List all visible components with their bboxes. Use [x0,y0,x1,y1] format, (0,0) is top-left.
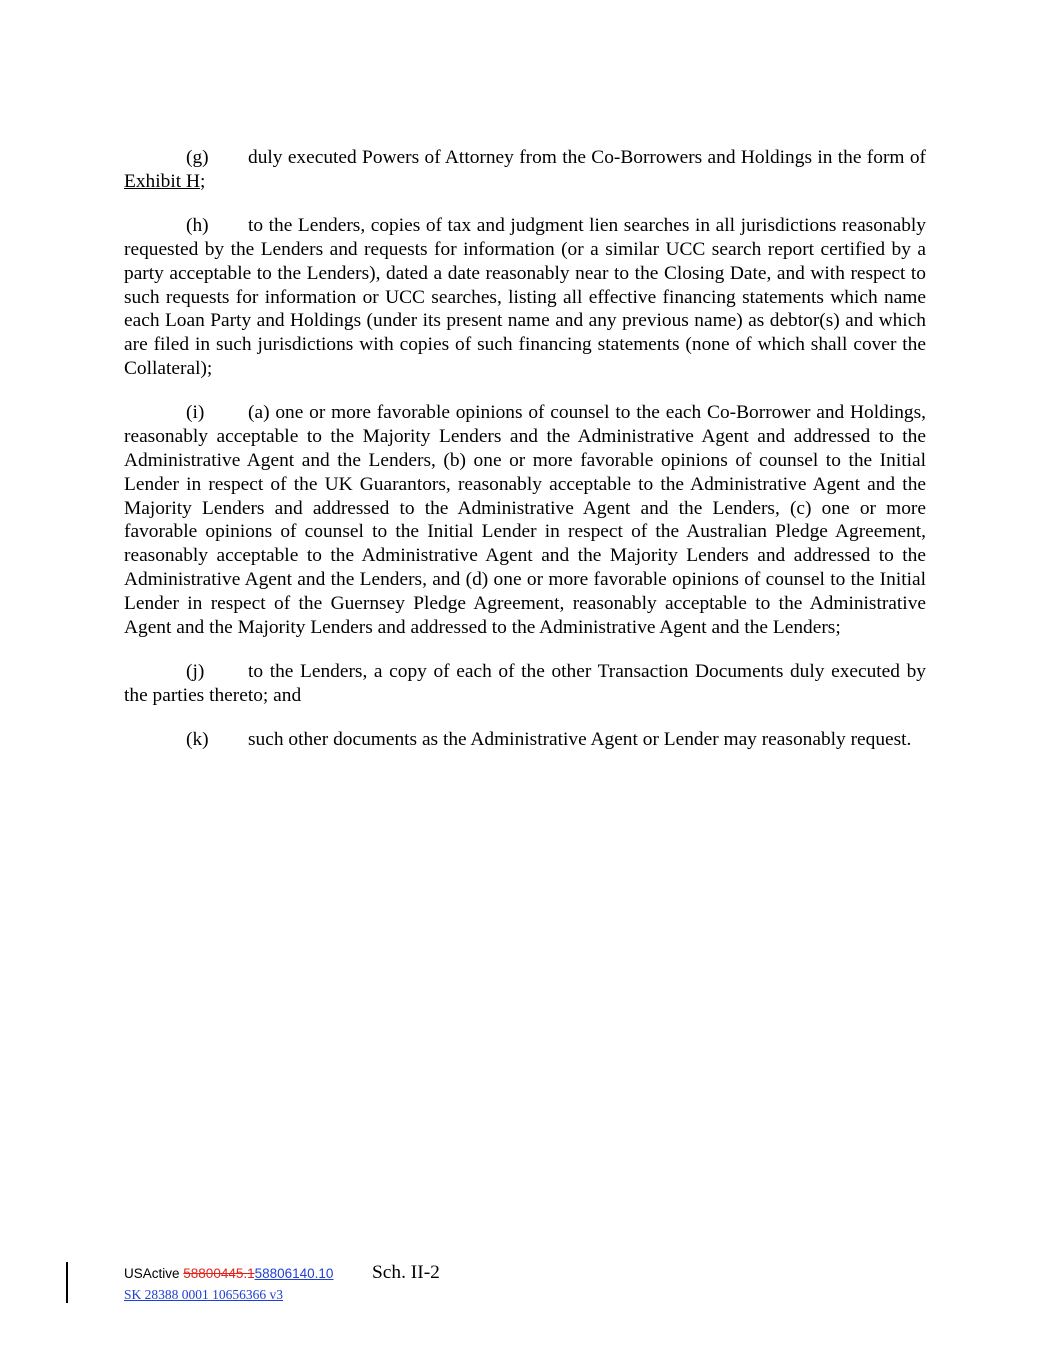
clause-i [124,401,926,639]
clause-text: to the Lenders, copies of tax and judgment lien searches in all jurisdictions reasonably requested by the Lenders and requests for information (or a similar UCC search report certified by a party acceptable to the Lenders), dated a date reasonably near to the Closing Date, and with respect to such requests for information or UCC searches, listing all effective financing statements which name each Loan Party and Holdings (under its present name and any previous name) as debtor(s) and which are filed in such jurisdictions with copies of such financing statements (none of which shall cover the Collateral); [124,215,926,379]
clause-marker: (k) [186,729,209,751]
clause-text: to the Lenders, a copy of each of the other Transaction Documents duly executed by the parties thereto; and [124,660,926,706]
clause-text: duly executed Powers of Attorney from the Co-Borrowers and Holdings in the form of [248,147,926,168]
sk-reference[interactable]: SK 28388 0001 10656366 v3 [124,1287,284,1302]
clause-h [124,214,926,381]
document-body [124,146,926,773]
clause-text: such other documents as the Administrative Agent or Lender may reasonably request. [248,729,912,751]
clause-j [124,660,926,708]
page-label: Sch. II-2 [372,1262,440,1283]
clause-text-end: ; [199,170,206,192]
clause-g [124,146,926,194]
inserted-doc-number[interactable]: 58806140.10 [254,1266,334,1281]
clause-marker: (h) [186,215,209,237]
deleted-doc-number: 58800445.1 [183,1266,255,1281]
clause-marker: (i) [186,402,205,424]
footer-doc-prefix: USActive [124,1266,184,1281]
clause-marker: (j) [186,660,205,682]
exhibit-h-link[interactable]: Exhibit H [124,170,200,192]
clause-marker: (g) [186,147,209,168]
clause-k [124,728,926,752]
footer-doc-id [124,1266,333,1282]
revision-change-bar [66,1262,68,1303]
clause-text: (a) one or more favorable opinions of counsel to the each Co-Borrower and Holdings, reasonably acceptable to the Majority Lenders and the Administrative Agent and addressed to the Administrative Agent and the Lenders, (b) one or more favorable opinions of counsel to the Initial Lender in respect of the UK Guarantors, reasonably acceptable to the Administrative Agent and the Majority Lenders and addressed to the Administrative Agent and the Lenders, (c) one or more favorable opinions of counsel to the Initial Lender in respect of the Australian Pledge Agreement, reasonably acceptable to the Administrative Agent and the Majority Lenders and addressed to the Administrative Agent and the Lenders, and (d) one or more favorable opinions of counsel to the Initial Lender in respect of the Guernsey Pledge Agreement, reasonably acceptable to the Administrative Agent and the Majority Lenders and addressed to the Administrative Agent and the Lenders; [124,402,926,638]
